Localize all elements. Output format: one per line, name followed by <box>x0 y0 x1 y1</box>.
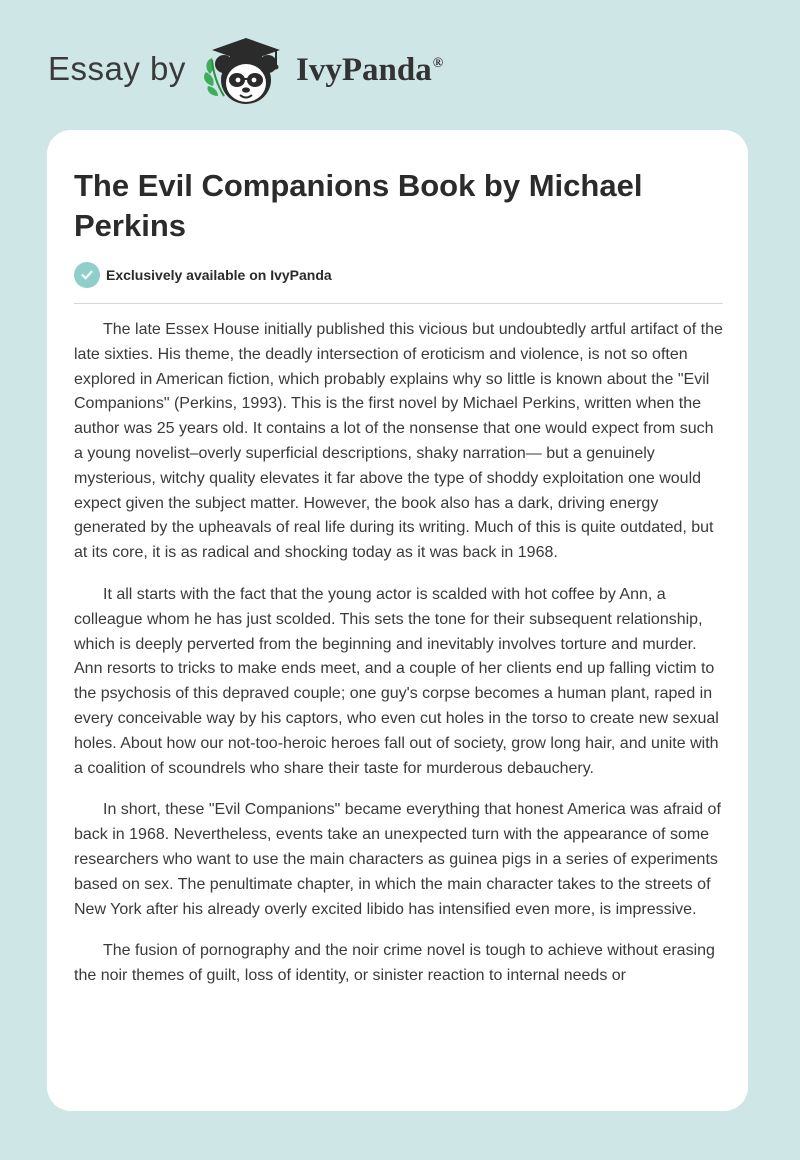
title-divider <box>74 303 723 304</box>
exclusive-badge <box>74 262 332 288</box>
paragraph: It all starts with the fact that the young actor is scalded with hot coffee by Ann, a colleague whom he has just scolded. This sets the tone for their subsequent relationship, which is deeply perverted from the beginning and inevitably involves torture and murder. Ann resorts to tricks to make ends meet, and a couple of her clients end up falling victim to the psychosis of this depraved couple; one guy's corpse becomes a human plant, raped in every conceivable way by his captors, who even cut holes in the torso to create new sexual holes. About how our not-too-heroic heroes fall out of society, grow long hair, and unite with a coalition of scoundrels who share their taste for murderous debauchery. <box>74 585 719 777</box>
essay-by-label: Essay by <box>48 50 186 87</box>
registered-mark: ® <box>432 56 444 71</box>
check-circle-icon <box>74 262 100 288</box>
brand-name[interactable] <box>296 52 443 89</box>
brand-name-text: IvyPanda <box>296 52 432 88</box>
page-title: The Evil Companions Book by Michael Perkins <box>74 168 643 243</box>
essay-card <box>47 130 748 1111</box>
paragraph: In short, these "Evil Companions" became everything that honest America was afraid of back in 1968. Nevertheless, events take an unexpected turn with the appearance of some researchers who want to use the main characters as guinea pigs in a series of experiments based on sex. The penultimate chapter, in which the main character takes to the streets of New York after his already overly excited libido has intensified even more, is impressive. <box>74 801 721 918</box>
panda-graduate-logo-icon[interactable] <box>200 34 292 110</box>
paragraph: The late Essex House initially published this vicious but undoubtedly artful artifact of the late sixties. His theme, the deadly intersection of eroticism and violence, is not so often explored in American fiction, which probably explains why so little is known about the "Evil Companions" (Perkins, 1993). This is the first novel by Michael Perkins, written when the author was 25 years old. It contains a lot of the nonsense that one would expect from such a young novelist–overly superficial descriptions, shaky narration— but a genuinely mysterious, witchy quality elevates it far above the type of shoddy exploitation one would expect given the subject matter. However, the book also has a dark, driving energy generated by the upheavals of real life during its writing. Much of this is quite outdated, but at its core, it is as radical and shocking today as it was back in 1968. <box>74 321 723 562</box>
paragraph: The fusion of pornography and the noir crime novel is tough to achieve without erasing the noir themes of guilt, loss of identity, or sinister reaction to internal needs or <box>74 942 715 985</box>
site-header <box>0 0 800 130</box>
essay-body <box>74 318 724 1006</box>
exclusive-badge-text: Exclusively available on IvyPanda <box>106 267 332 283</box>
